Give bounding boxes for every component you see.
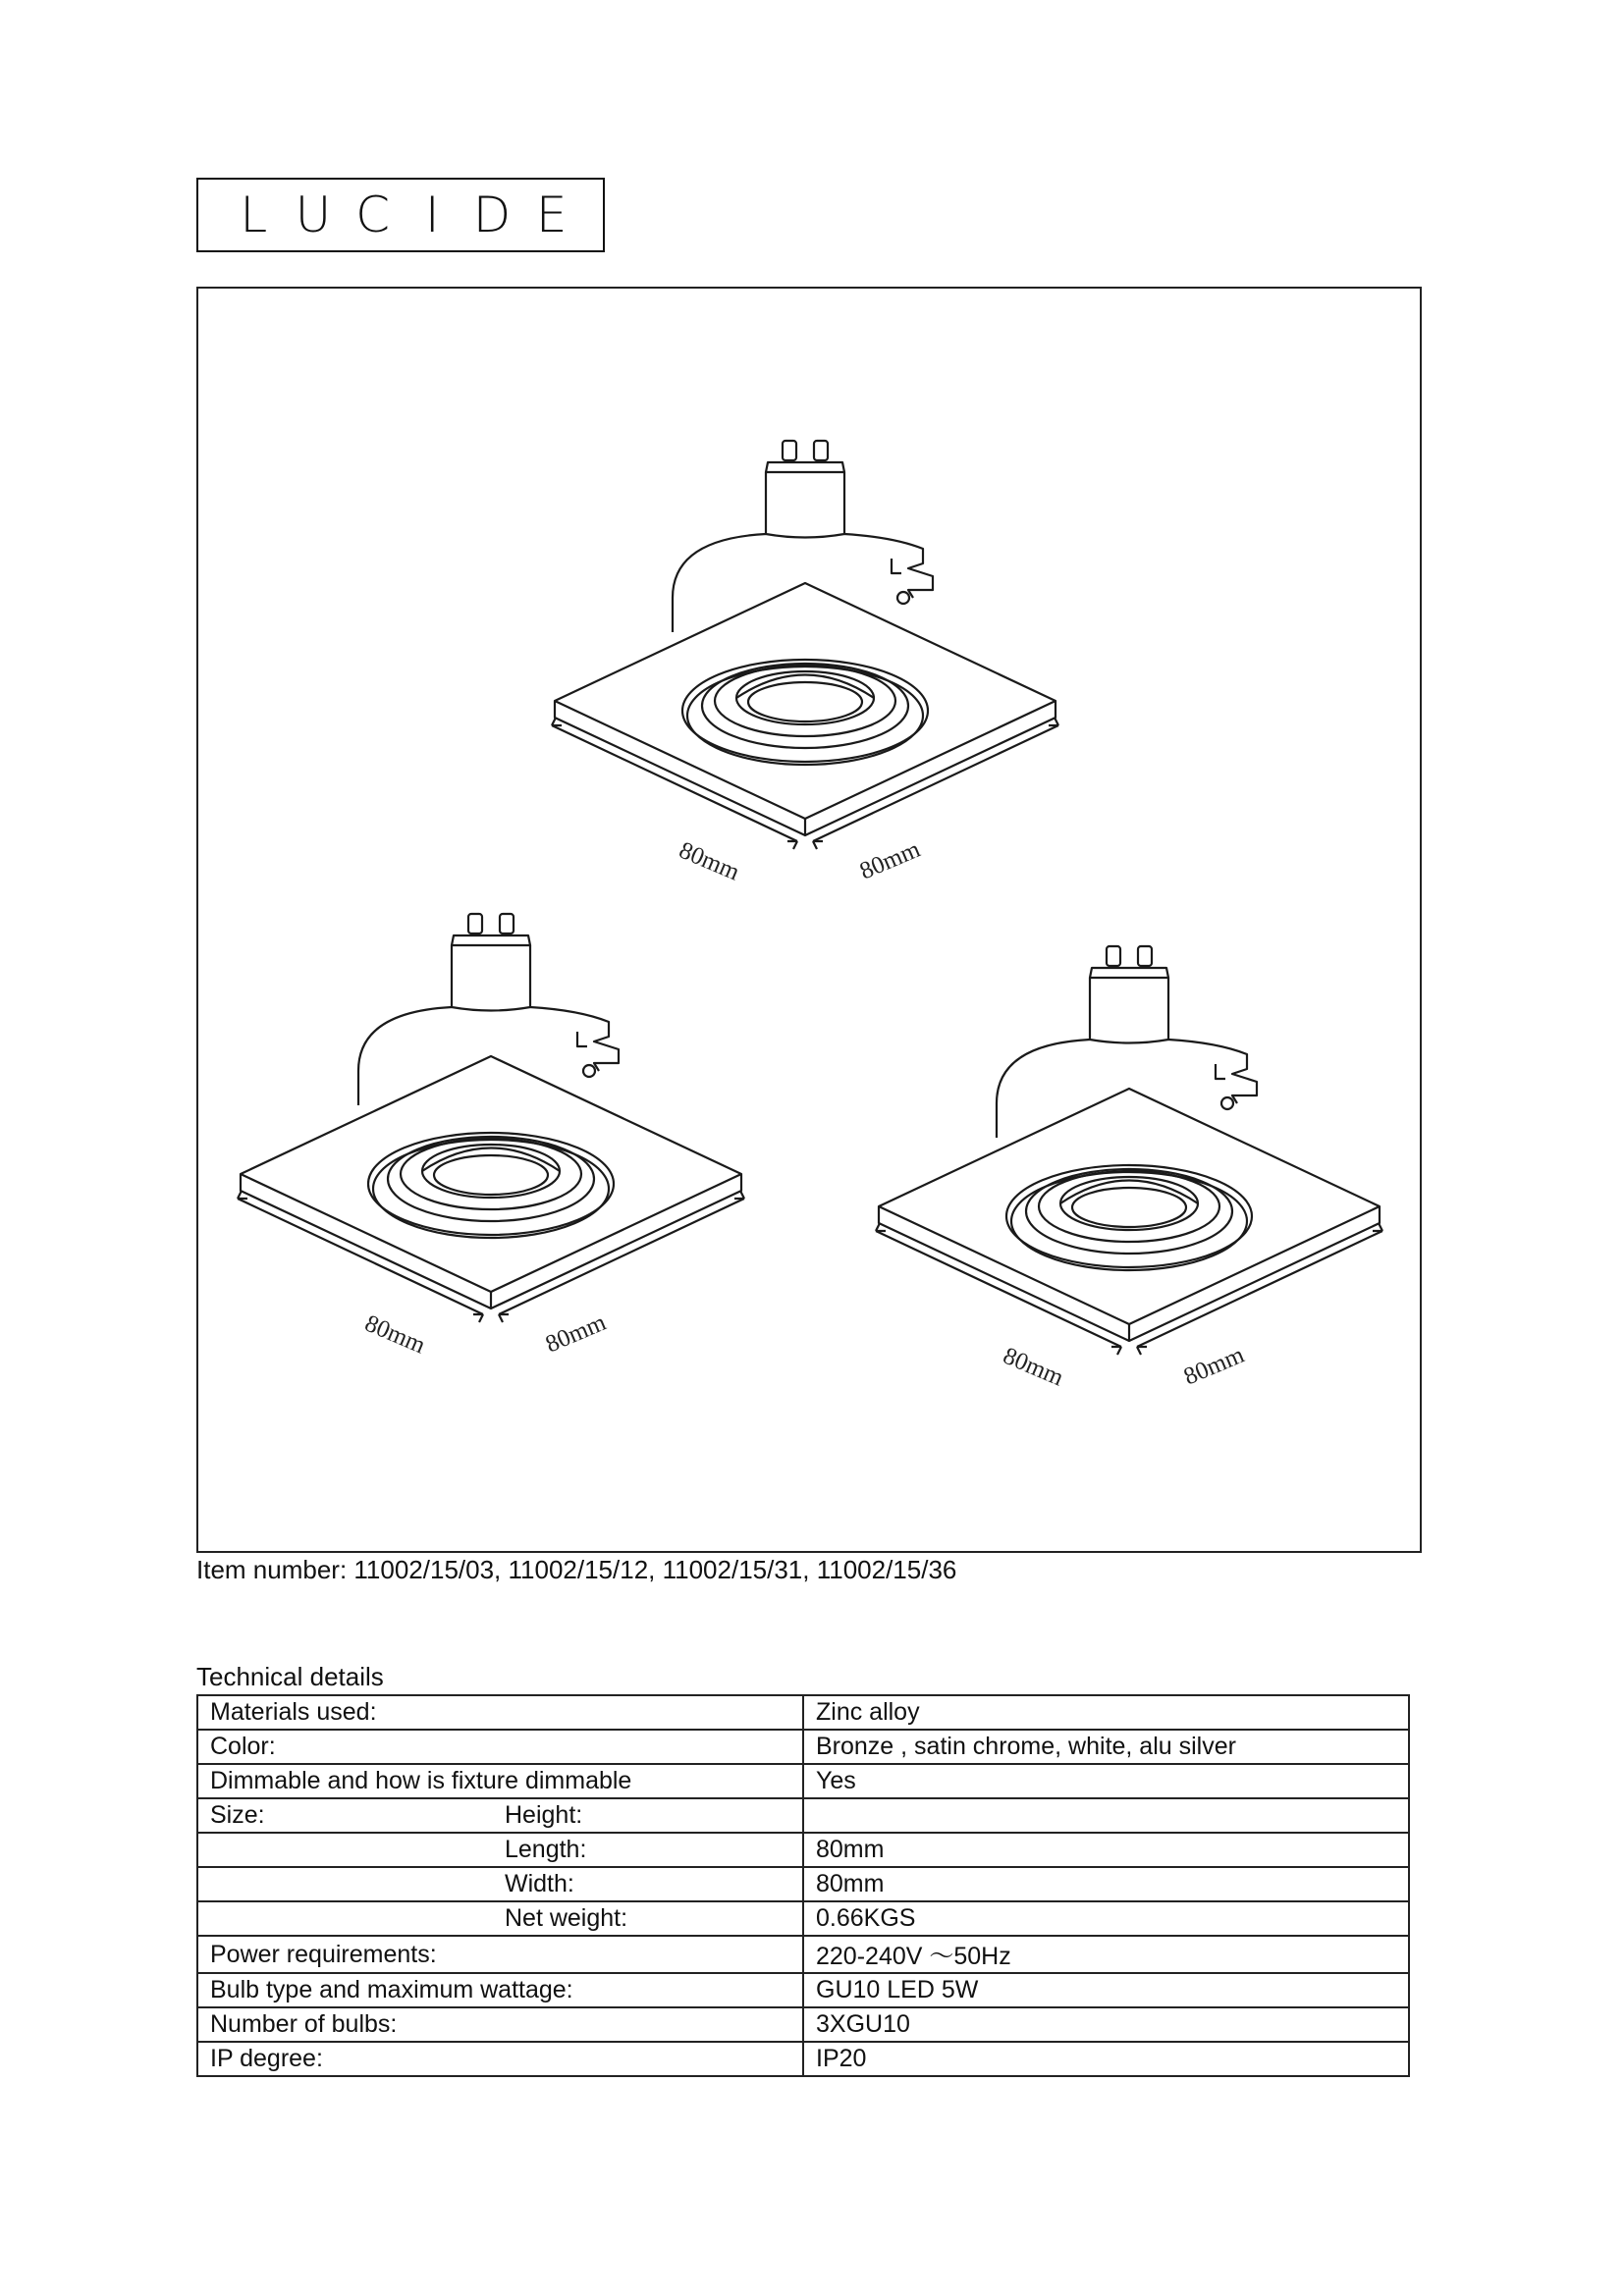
logo-letter: I — [424, 187, 440, 243]
spec-value: 80mm — [803, 1867, 1409, 1901]
table-row — [197, 1973, 1409, 2007]
spec-value: 220-240V ～50Hz — [803, 1936, 1409, 1973]
table-row — [197, 2007, 1409, 2042]
spec-value: Zinc alloy — [803, 1695, 1409, 1730]
technical-details-title: Technical details — [196, 1662, 384, 1691]
logo-letters — [198, 180, 603, 250]
item-number: Item number: 11002/15/03, 11002/15/12, 11002/15/31, 11002/15/36 — [196, 1555, 957, 1584]
spec-label — [197, 1867, 803, 1901]
logo-letter: L — [240, 187, 268, 243]
table-row — [197, 1764, 1409, 1798]
fixture-top — [552, 441, 1058, 886]
spec-label: Dimmable and how is fixture dimmable — [197, 1764, 803, 1798]
table-row — [197, 1798, 1409, 1833]
dimension-label: 80mm — [360, 1309, 430, 1360]
spec-label: Size: Height: — [197, 1798, 803, 1833]
product-drawing-frame — [196, 287, 1422, 1553]
spec-label — [197, 1833, 803, 1867]
table-row — [197, 1833, 1409, 1867]
dimension-label: 80mm — [999, 1342, 1068, 1392]
dimension-label: 80mm — [541, 1308, 611, 1359]
table-row — [197, 1901, 1409, 1936]
spec-value: IP20 — [803, 2042, 1409, 2076]
fixture-bottom-right — [876, 946, 1382, 1392]
dimension-label: 80mm — [1179, 1341, 1249, 1391]
spec-value: Yes — [803, 1764, 1409, 1798]
spec-sub-label: Net weight: — [505, 1904, 628, 1932]
logo-letter: C — [355, 187, 391, 243]
spec-label — [197, 1901, 803, 1936]
spec-label: Bulb type and maximum wattage: — [197, 1973, 803, 2007]
spec-label: IP degree: — [197, 2042, 803, 2076]
spec-value: 3XGU10 — [803, 2007, 1409, 2042]
spec-label: Materials used: — [197, 1695, 803, 1730]
technical-details-table — [196, 1694, 1410, 2077]
spec-value — [803, 1798, 1409, 1833]
logo-letter: E — [535, 187, 568, 243]
spec-value: Bronze , satin chrome, white, alu silver — [803, 1730, 1409, 1764]
logo-letter: U — [295, 187, 332, 243]
spec-sub-label: Length: — [505, 1836, 587, 1863]
fixture-bottom-left — [238, 914, 744, 1360]
dimension-label: 80mm — [675, 836, 744, 886]
table-row — [197, 2042, 1409, 2076]
spec-label: Power requirements: — [197, 1936, 803, 1973]
logo-letter: D — [472, 187, 512, 243]
spec-label: Color: — [197, 1730, 803, 1764]
table-row — [197, 1695, 1409, 1730]
spec-value: GU10 LED 5W — [803, 1973, 1409, 2007]
spec-label: Number of bulbs: — [197, 2007, 803, 2042]
table-row — [197, 1936, 1409, 1973]
spec-value: 80mm — [803, 1833, 1409, 1867]
spec-sub-label: Height: — [505, 1801, 583, 1829]
dimension-label: 80mm — [855, 835, 925, 885]
table-row — [197, 1867, 1409, 1901]
product-drawing — [198, 289, 1424, 1555]
table-row — [197, 1730, 1409, 1764]
lucide-logo — [196, 178, 605, 252]
spec-sub-label: Width: — [505, 1870, 574, 1897]
spec-value: 0.66KGS — [803, 1901, 1409, 1936]
